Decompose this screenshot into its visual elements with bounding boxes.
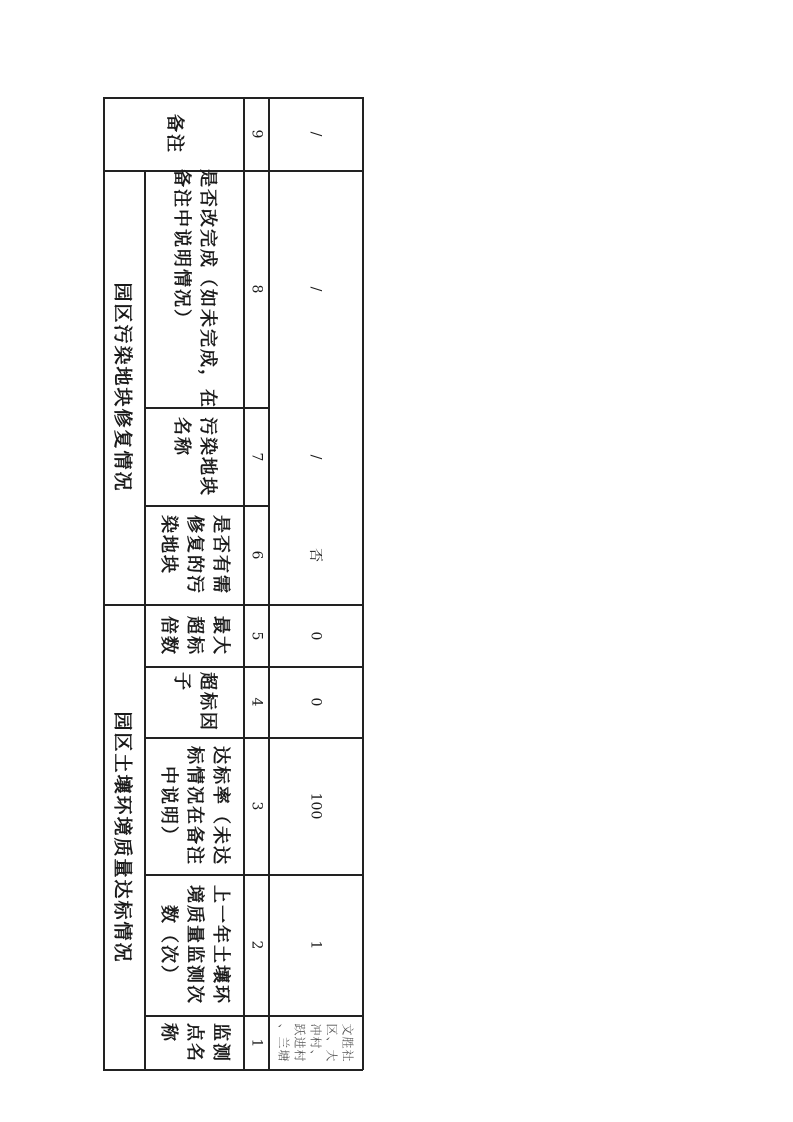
header-site-name: 监测 点名 称 [158,1022,231,1063]
value-site-name-cell [269,1016,362,1069]
number-col6: 6 [247,550,264,560]
header-exceed-factor: 超标因 子 [171,672,218,732]
header-completed: 是否改完成（如未完成，在 备注中说明情况） [171,169,218,409]
number-col1: 1 [247,1038,264,1047]
header-max-exceed: 最大 超标 倍数 [158,615,231,656]
number-col3: 3 [247,801,264,811]
header-plot-name: 污染地块 名称 [171,416,218,497]
number-col5: 5 [247,631,264,640]
value-needs-remediation: 否 [306,548,323,562]
header-compliance-rate-cell [145,738,243,874]
header-remarks-cell [104,98,243,170]
table-border-bottom [103,1069,363,1071]
table-border-right [362,97,364,1070]
header-site-name-cell [145,1016,243,1069]
value-compliance-rate: 100 [307,792,324,820]
header-compliance-rate: 达标率（未达 标情况在备注 中说明） [158,746,231,866]
number-col4: 4 [247,697,264,707]
header-monitor-count: 上一年土壤环 境质量监测次 数（次） [158,885,231,1005]
header-needs-remediation-cell [145,506,243,604]
group-header-remediation: 园区污染地块修复情况 [111,282,134,493]
header-exceed-factor-cell [145,667,243,737]
group-header-soil-quality: 园区土壤环境质量达标情况 [111,710,134,964]
header-plot-name-cell [145,408,243,505]
header-monitor-count-cell [145,875,243,1015]
value-exceed-factor: 0 [307,697,324,707]
header-remarks: 备注 [163,114,185,154]
value-remarks: / [307,131,324,137]
group-header-remediation-cell [104,171,144,604]
value-plot-name: / [307,454,324,459]
header-needs-remediation: 是否有需 修复的污 染地块 [158,515,231,595]
header-max-exceed-cell [145,605,243,666]
group-header-soil-cell [104,605,144,1069]
value-max-exceed: 0 [307,631,324,640]
number-col8: 8 [247,284,264,294]
number-col2: 2 [247,940,264,950]
number-col9: 9 [247,129,264,139]
header-completed-cell [145,171,243,407]
value-completed: / [307,286,324,292]
value-site-name: 文胜社 区、大 冲村、 跃进村 、兰塘 [276,1022,355,1063]
number-col7: 7 [247,452,264,461]
value-monitor-count: 1 [307,940,324,950]
